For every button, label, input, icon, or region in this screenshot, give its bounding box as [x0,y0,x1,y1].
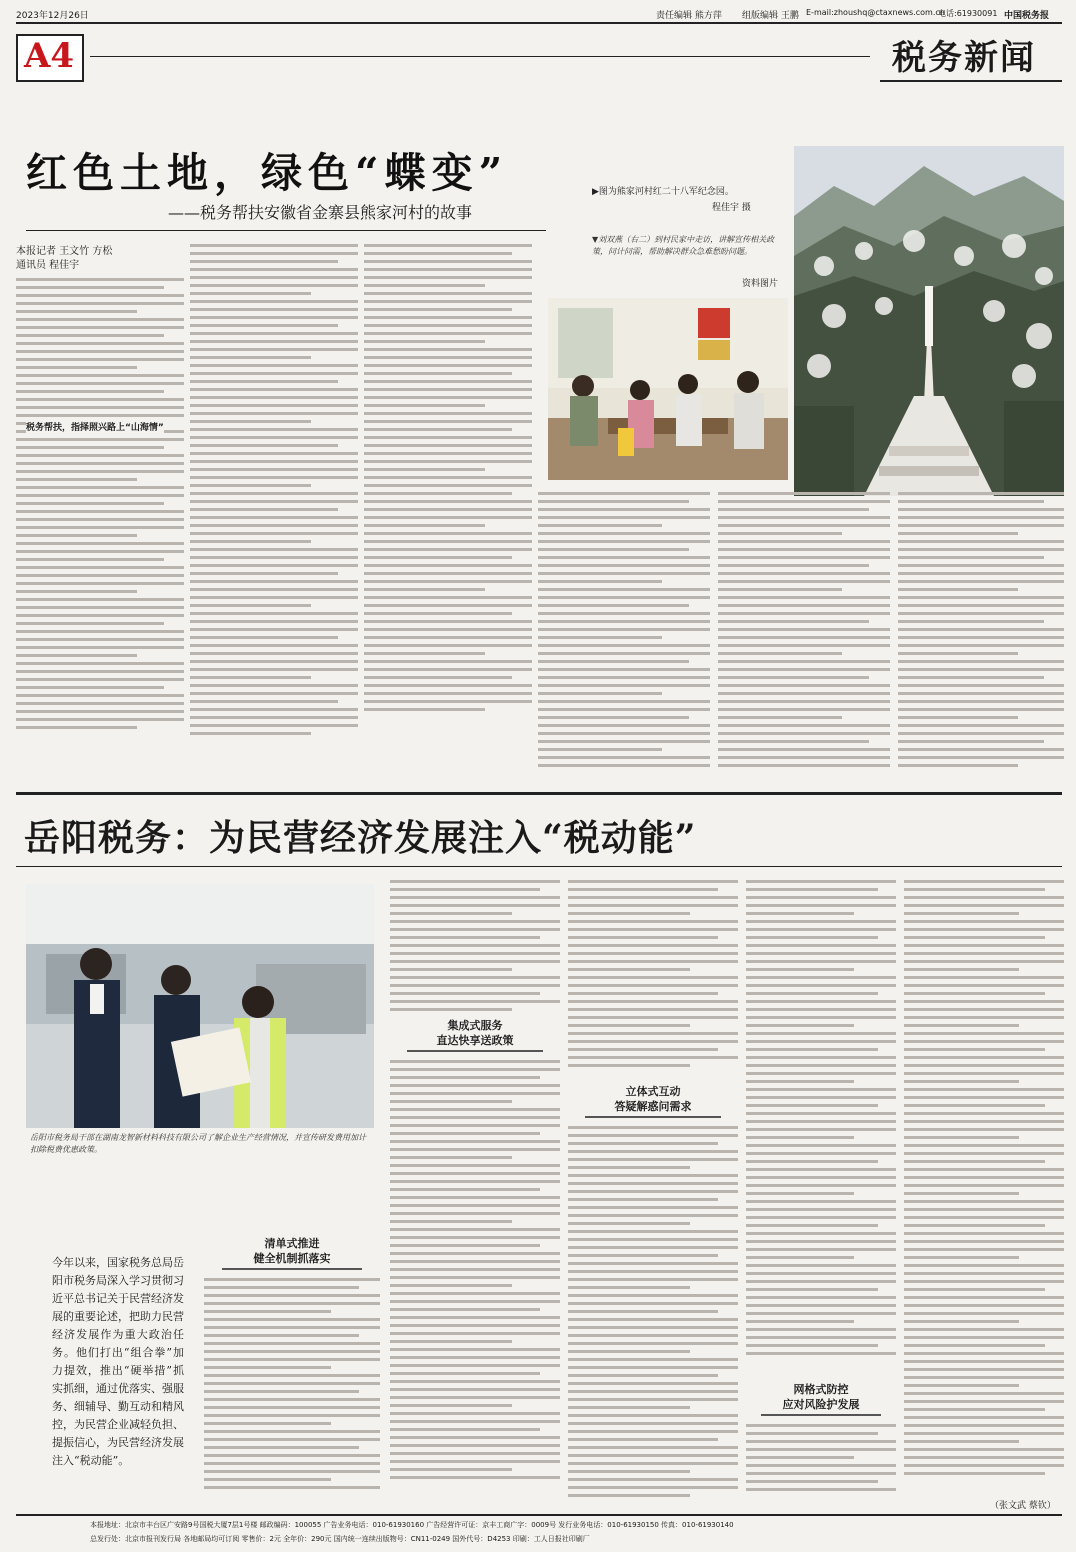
story1-column-3 [364,244,532,778]
section-rule-right [880,80,1062,82]
photo1-credit: 程佳宇 摄 [712,203,751,213]
subhead-1 [204,1236,380,1270]
subhead-4-line2: 应对风险护发展 [782,1398,860,1411]
masthead-phone: 电话:61930091 [938,9,998,18]
story-divider [16,792,1062,795]
section-name: 税务新闻 [892,38,1036,78]
story1-headline: 红色土地，绿色“蝶变” [26,149,509,197]
story1-column-4 [538,492,710,782]
subhead-2 [390,1018,560,1052]
tax-officers-photo [26,884,374,1128]
story2-column-1 [204,1278,380,1500]
subhead-3 [568,1084,738,1118]
story2-headline-rule [16,866,1062,867]
story2-column-2b [390,1060,560,1500]
photo2-credit: 资料图片 [742,279,779,289]
subhead-1-line2: 健全机制抓落实 [253,1252,331,1265]
story2-column-3b [568,1126,738,1500]
masthead-rule [16,22,1062,24]
story2-intro: 今年以来，国家税务总局岳阳市税务局深入学习贯彻习近平总书记关于民营经济发展的重要论述，把助力民营经济发展作为重大政治任务。他们打出“组合拳”加力提效，推出“硬举措”抓实抓细，通过优落实、强服务、细辅导、勤互动和精风控，为民营企业减轻负担、提振信心，为民营经济发展注入“税动能”。 [52,1256,184,1467]
story2-author: （张文武 蔡钦） [990,1501,1056,1511]
masthead-editor: 责任编辑 熊方萍 [656,11,722,21]
story1-column-6 [898,492,1064,782]
story1-subtitle: ——税务帮扶安徽省金寨县熊家河村的故事 [168,203,473,222]
subhead-4 [746,1382,896,1416]
subhead-2-line1: 集成式服务 [447,1019,503,1032]
subhead-2-line2: 直达快享送政策 [436,1034,514,1047]
masthead-paper: 中国税务报 [1004,11,1050,21]
story1-column-1 [16,278,184,778]
masthead-layout: 组版编辑 王鹏 [742,11,799,21]
footer-rule [16,1514,1062,1516]
photo1-caption: ▶图为熊家河村红二十八军纪念园。 [592,187,734,197]
masthead-date: 2023年12月26日 [16,11,89,21]
page-number: A4 [23,36,75,76]
subhead-4-line1: 网格式防控 [793,1383,849,1396]
story2-photo-caption: 岳阳市税务局干部在湖南龙智新材料科技有限公司了解企业生产经营情况，并宣传研发费用加计扣除税费优惠政策。 [30,1133,366,1154]
memorial-park-photo [794,146,1064,496]
section-rule [90,56,870,57]
story2-column-5 [904,880,1064,1480]
story1-column-5 [718,492,890,782]
photo2-caption: ▼刘双燕（右二）到村民家中走访，讲解宣传相关政策，问计问需，帮助解决群众急难愁盼问题。 [592,235,775,256]
story1-column-2 [190,244,358,778]
story1-lead-quote: 税务帮扶，指择照兴路上“山海情” [26,420,164,433]
story2-column-2a [390,880,560,1015]
subhead-3-line1: 立体式互动 [625,1085,681,1098]
footer-line-2: 总发行处：北京市报刊发行局 各地邮局均可订阅 零售价：2元 全年价：290元 国内统一连续出版物号：CN11-0249 国外代号：D4253 印刷：工人日报社印刷厂 [90,1535,590,1543]
footer-line-1: 本报地址：北京市丰台区广安路9号国税大厦7层1号楼 邮政编码：100055 广告业务电话：010-61930160 广告经营许可证：京丰工商广字：0009号 发行业务电话：010-61930150 传真：010-61930140 [90,1521,734,1529]
subhead-1-line1: 清单式推进 [264,1237,320,1250]
story2-column-3a [568,880,738,1070]
byline-correspondent: 通讯员 程佳宇 [16,260,80,271]
subhead-3-line2: 答疑解惑问需求 [614,1100,692,1113]
story2-column-4b [746,1424,896,1500]
home-visit-photo [548,298,788,480]
story1-headline-rule [26,230,546,231]
story2-headline: 岳阳税务：为民营经济发展注入“税动能” [24,817,697,859]
story2-column-4a [746,880,896,1368]
masthead-email: E-mail:zhoushq@ctaxnews.com.cn [806,8,945,17]
byline-reporters: 本报记者 王文竹 方松 [16,246,113,257]
